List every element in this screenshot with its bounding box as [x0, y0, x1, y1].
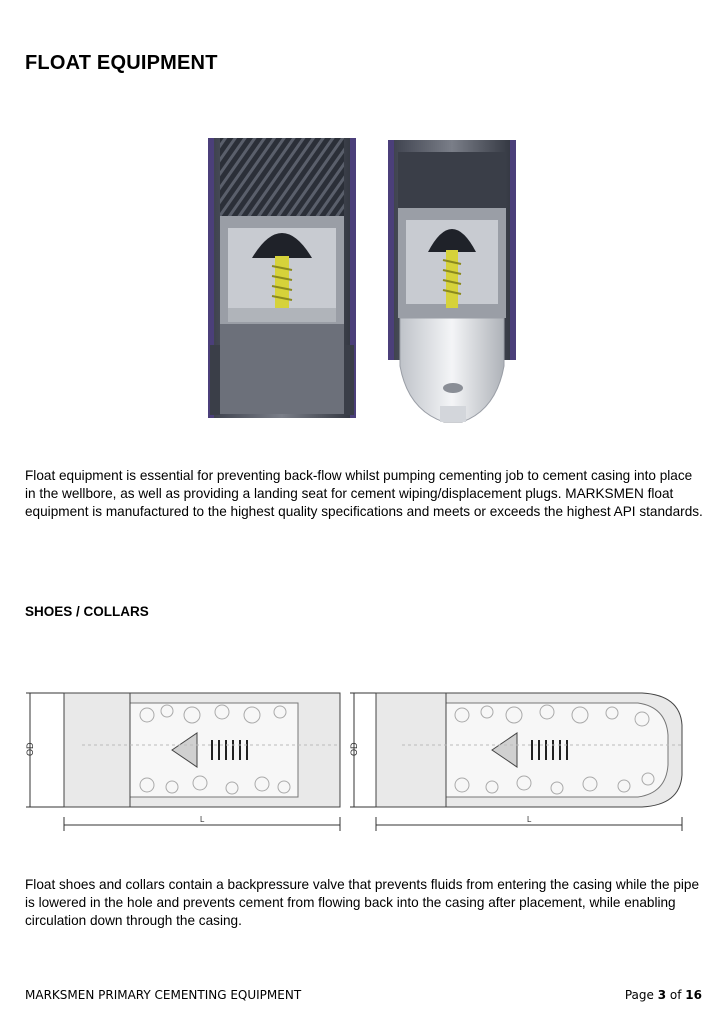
- length-label-shoe: L: [527, 815, 532, 824]
- section-paragraph: Float shoes and collars contain a backpressure valve that prevents fluids from entering the casing while the pipe is lowered in the hole and prevents cement from flowing back into the casing after placement, while enabling circulation down through the casing.: [25, 877, 700, 928]
- float-shoe-cutaway: [388, 140, 516, 422]
- od-label: OD: [25, 742, 35, 756]
- page-of: of: [669, 988, 682, 1002]
- section-heading: SHOES / COLLARS: [25, 604, 149, 619]
- float-collar-schematic: [22, 685, 352, 835]
- page-total: 16: [685, 988, 702, 1002]
- float-equipment-illustration: [200, 130, 530, 430]
- intro-paragraph: Float equipment is essential for preventing back-flow whilst pumping cementing job to cement casing into place in the wellbore, as well as providing a landing seat for cement wiping/displacement plugs. MARKSMEN float equipment is manufactured to the highest quality specifications and meets or exceeds the highest API standards.: [25, 468, 703, 519]
- length-label: L: [200, 815, 205, 824]
- page-current: 3: [657, 988, 667, 1002]
- float-shoe-schematic: [342, 685, 692, 835]
- footer-doc-title: MARKSMEN PRIMARY CEMENTING EQUIPMENT: [25, 988, 302, 1002]
- page-title: FLOAT EQUIPMENT: [25, 52, 218, 74]
- float-collar-cutaway: [208, 138, 356, 418]
- od-label-shoe: OD: [349, 742, 359, 756]
- footer-page-number: [625, 988, 702, 1002]
- page-prefix: Page: [624, 988, 654, 1002]
